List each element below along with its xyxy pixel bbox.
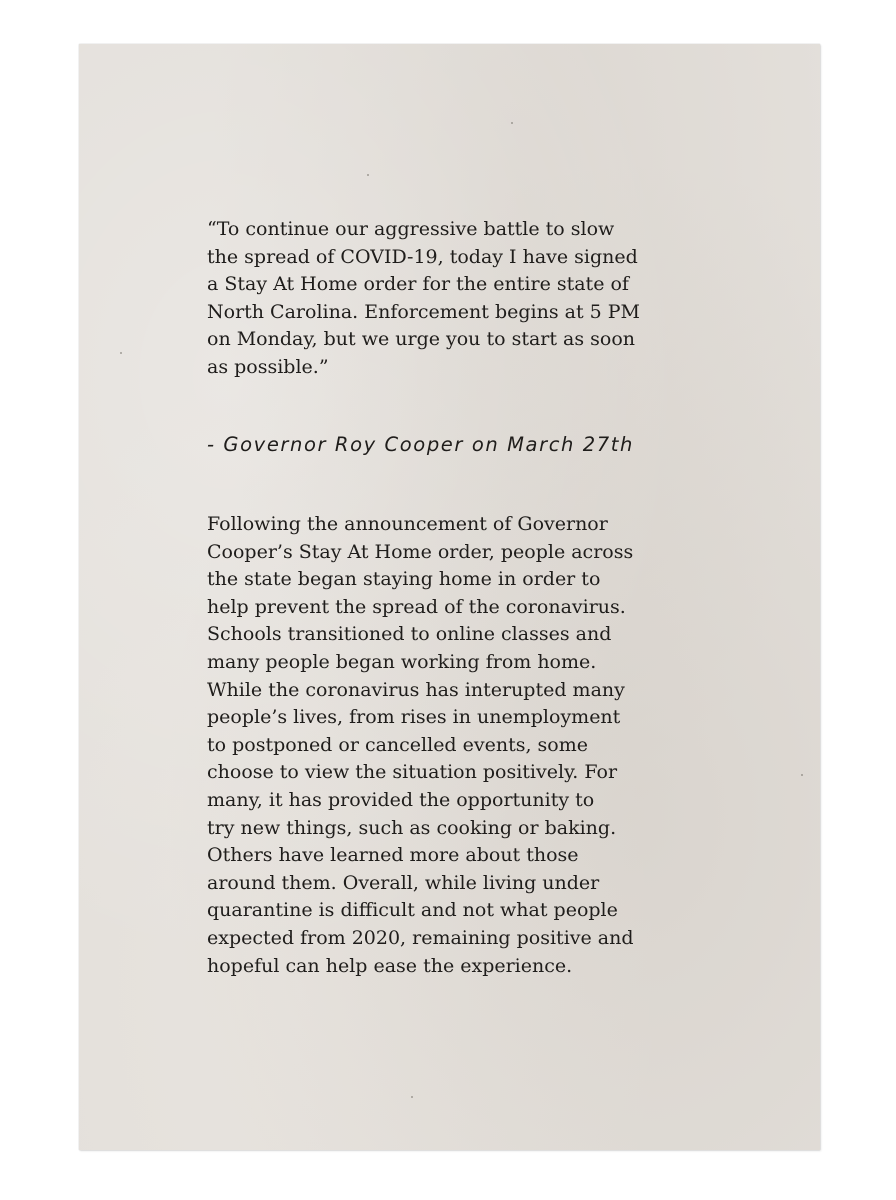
body-line: many people began working from home. (207, 650, 597, 673)
body-line: people’s lives, from rises in unemployment (207, 706, 621, 729)
paper-speck (801, 774, 803, 776)
body-line: choose to view the situation positively. For (207, 761, 618, 784)
body-line: hopeful can help ease the experience. (207, 954, 573, 977)
body-line: many, it has provided the opportunity to (207, 788, 595, 811)
body-line: Schools transitioned to online classes and (207, 623, 612, 646)
body-line: the state began staying home in order to (207, 568, 601, 591)
body-line: Others have learned more about those (207, 844, 579, 867)
body-line: expected from 2020, remaining positive and (207, 926, 634, 949)
body-paragraph (207, 511, 697, 980)
body-line: Cooper’s Stay At Home order, people across (207, 540, 634, 563)
quote-line: a Stay At Home order for the entire state of (207, 273, 629, 296)
body-line: to postponed or cancelled events, some (207, 733, 589, 756)
body-line: help prevent the spread of the coronavirus. (207, 595, 626, 618)
paper-page (79, 44, 820, 1150)
body-line: Following the announcement of Governor (207, 513, 608, 535)
paper-speck (120, 352, 122, 354)
quote-line: as possible.” (207, 355, 329, 378)
body-line: quarantine is difficult and not what people (207, 899, 618, 922)
quote-line: “To continue our aggressive battle to slow (207, 218, 615, 240)
paper-speck (367, 174, 369, 176)
quote-line: on Monday, but we urge you to start as soon (207, 328, 636, 351)
body-line: around them. Overall, while living under (207, 871, 600, 894)
quote-line: the spread of COVID-19, today I have signed (207, 245, 638, 268)
quote-line: North Carolina. Enforcement begins at 5 PM (207, 300, 641, 323)
body-line: While the coronavirus has interupted many (207, 678, 625, 701)
quote-attribution: - Governor Roy Cooper on March 27th (207, 433, 634, 456)
paper-speck (511, 122, 513, 124)
governor-quote (207, 216, 697, 382)
body-line: try new things, such as cooking or baking. (207, 816, 617, 839)
paper-speck (411, 1096, 413, 1098)
